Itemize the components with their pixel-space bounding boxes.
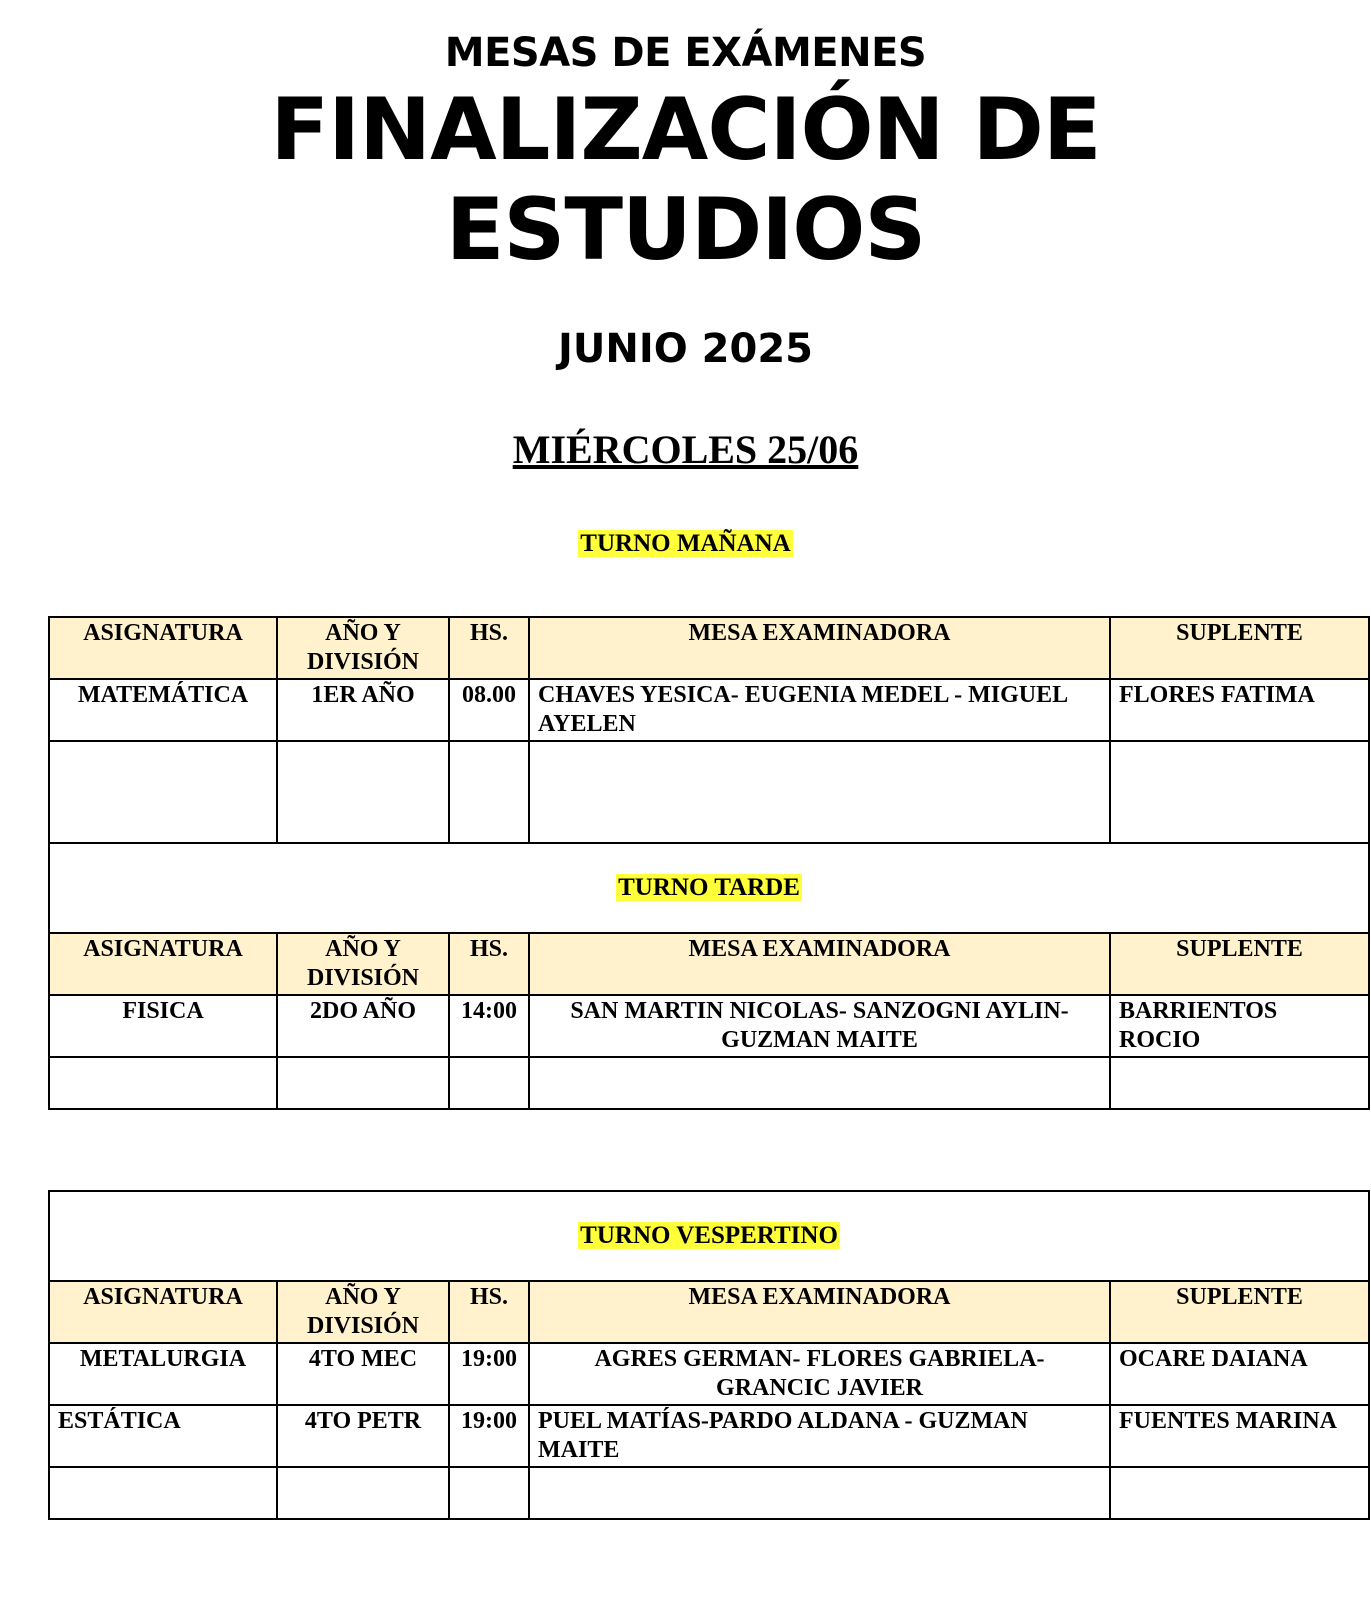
table-row-empty [49,1057,1369,1109]
cell-empty [49,1057,277,1109]
col-header-hs: HS. [449,1281,529,1343]
col-header-mesa: MESA EXAMINADORA [529,1281,1110,1343]
day-heading: MIÉRCOLES 25/06 [512,427,859,472]
table-header-row [49,617,1369,679]
doc-title-line3: ESTUDIOS [445,180,926,280]
shift-afternoon-label: TURNO TARDE [618,874,800,901]
cell-asignatura: FISICA [49,995,277,1057]
table-row [49,679,1369,741]
cell-anio: 4TO MEC [277,1343,449,1405]
shift-morning-label: TURNO MAÑANA [580,530,791,557]
table-row [49,1405,1369,1467]
exam-table-1 [48,616,1370,1110]
cell-anio: 1ER AÑO [277,679,449,741]
cell-empty [529,741,1110,843]
cell-suplente: FLORES FATIMA [1110,679,1369,741]
doc-title-line2: FINALIZACIÓN DE [270,80,1101,180]
cell-anio: 2DO AÑO [277,995,449,1057]
col-header-mesa: MESA EXAMINADORA [529,617,1110,679]
cell-asignatura: ESTÁTICA [49,1405,277,1467]
cell-empty [529,1057,1110,1109]
cell-empty [449,1057,529,1109]
col-header-suplente: SUPLENTE [1110,617,1369,679]
col-header-hs: HS. [449,933,529,995]
shift-afternoon-cell [49,843,1369,933]
cell-suplente: BARRIENTOS ROCIO [1110,995,1369,1057]
cell-empty [1110,1057,1369,1109]
cell-hs: 19:00 [449,1343,529,1405]
col-header-mesa: MESA EXAMINADORA [529,933,1110,995]
doc-title-line1: MESAS DE EXÁMENES [444,30,927,76]
col-header-suplente: SUPLENTE [1110,933,1369,995]
cell-empty [49,741,277,843]
table-row-empty [49,1467,1369,1519]
col-header-asignatura: ASIGNATURA [49,617,277,679]
table-row-empty [49,741,1369,843]
cell-asignatura: METALURGIA [49,1343,277,1405]
cell-mesa: AGRES GERMAN- FLORES GABRIELA-GRANCIC JAVIER [529,1343,1110,1405]
col-header-suplente: SUPLENTE [1110,1281,1369,1343]
table-header-row [49,933,1369,995]
shift-evening-cell [49,1191,1369,1281]
shift-evening-row [49,1191,1369,1281]
col-header-anio: AÑO Y DIVISIÓN [277,617,449,679]
cell-suplente: FUENTES MARINA [1110,1405,1369,1467]
cell-empty [277,1467,449,1519]
cell-hs: 19:00 [449,1405,529,1467]
cell-empty [277,1057,449,1109]
cell-asignatura: MATEMÁTICA [49,679,277,741]
col-header-anio: AÑO Y DIVISIÓN [277,1281,449,1343]
cell-mesa: SAN MARTIN NICOLAS- SANZOGNI AYLIN-GUZMAN MAITE [529,995,1110,1057]
exam-table-2 [48,1190,1370,1520]
col-header-asignatura: ASIGNATURA [49,933,277,995]
table-header-row [49,1281,1369,1343]
table-row [49,1343,1369,1405]
cell-hs: 14:00 [449,995,529,1057]
cell-empty [449,1467,529,1519]
cell-empty [1110,741,1369,843]
cell-mesa: PUEL MATÍAS-PARDO ALDANA - GUZMAN MAITE [529,1405,1110,1467]
cell-mesa: CHAVES YESICA- EUGENIA MEDEL - MIGUEL AYELEN [529,679,1110,741]
shift-afternoon-row [49,843,1369,933]
col-header-asignatura: ASIGNATURA [49,1281,277,1343]
cell-empty [529,1467,1110,1519]
cell-empty [49,1467,277,1519]
cell-empty [449,741,529,843]
cell-anio: 4TO PETR [277,1405,449,1467]
month-heading: JUNIO 2025 [558,326,813,372]
col-header-anio: AÑO Y DIVISIÓN [277,933,449,995]
shift-morning-heading [0,530,1371,558]
cell-hs: 08.00 [449,679,529,741]
cell-suplente: OCARE DAIANA [1110,1343,1369,1405]
cell-empty [277,741,449,843]
shift-evening-label: TURNO VESPERTINO [580,1222,838,1249]
col-header-hs: HS. [449,617,529,679]
cell-empty [1110,1467,1369,1519]
table-row [49,995,1369,1057]
